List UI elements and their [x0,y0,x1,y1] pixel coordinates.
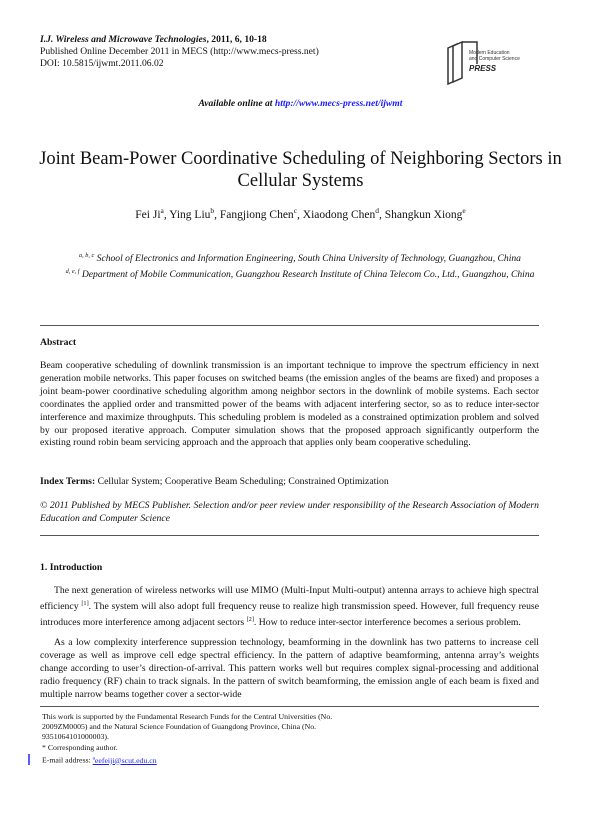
affiliations [50,249,550,281]
affiliation: $^{d, e, f}$ Department of Mobile Communication, Guangzhou Research Institute of China Telecom Co., Ltd., Guangzhou, China [65,268,535,281]
funding-footnote: This work is supported by the Fundamental Research Funds for the Central Universities (No. 2009ZM0005) and the Natural Science Foundation of Guangdong Province, China (No. 9351064101000003). [42,712,333,742]
author-list [0,206,601,221]
journal-link[interactable]: http://www.mecs-press.net/ijwmt [274,98,403,109]
abstract-text: Beam cooperative scheduling of downlink transmission is an important technique to improve the spectrum efficiency in next generation mobile networks. This paper focuses on switched beams (the emission angles of the beams are fixed) and proposes a joint beam-power coordinative scheduling algorithm among neighbor sectors in the downlink of mobile systems. Each sector coordinates the applied order and transmitted power of the beams with adjacent interfering sector, so as to reduce inter-sector interference and maximize throughputs. This scheduling problem is modeled as a constrained optimization problem and solved by our proposed iterative approach. Computer simulation shows that the proposed approach significantly outperform the existing round robin beam servicing approach and the approach that applies only beam cooperative scheduling. [40,360,539,449]
journal-header [40,34,319,71]
book-logo-icon [443,40,538,85]
journal-details: , 2011, 6, 10-18 [206,34,267,45]
divider [40,535,539,536]
author: Fei Ji$^a$, [135,206,170,221]
footnote-divider [40,706,539,707]
author: Ying Liu$^b$, [169,206,220,221]
paper-title: Joint Beam-Power Coordinative Scheduling of Neighboring Sectors in Cellular Systems [39,149,562,191]
email-footnote: E-mail address: $^a$eefeiji@scut.edu.cn [42,755,157,765]
author: Shangkun Xiong$^e$ [384,206,466,221]
svg-text:and Computer Science: and Computer Science [469,56,520,62]
index-terms: Index Terms: Cellular System; Cooperative Beam Scheduling; Constrained Optimization [40,476,389,487]
published-line: Published Online December 2011 in MECS (http://www.mecs-press.net) [40,46,319,58]
email-link[interactable]: $^a$eefeiji@scut.edu.cn [92,755,157,765]
affiliation: $^{a, b, c}$ School of Electronics and Information Engineering, South China University of Technology, Guangzhou, China [79,252,521,265]
svg-text:PRESS: PRESS [469,64,497,73]
availability-line [0,98,601,109]
section-heading-introduction: 1. Introduction [40,562,103,573]
intro-paragraph-2: As a low complexity interference suppression technology, beamforming in the downlink has two patterns to increase cell coverage as well as improve cell edge spectral efficiency. In the pattern of adaptive beamforming, antenna array’s weights change according to user’s direction-of-arrival. This pattern works well but requires complex signal-processing and additional radio frequency (RF) chain to track signals. In the pattern of switch beamforming, the emission angle of each beam is fixed and multiple narrow beams together cover a sector-wide [40,637,539,700]
copyright-notice: © 2011 Published by MECS Publisher. Selection and/or peer review under responsibility of the Research Association of Modern Education and Computer Science [40,500,539,524]
abstract-heading: Abstract [40,337,77,348]
svg-text:Modern Education: Modern Education [469,50,510,56]
journal-name: I.J. Wireless and Microwave Technologies [40,34,207,45]
corresponding-author-note: * Corresponding author. [42,743,118,752]
divider [40,325,539,326]
author: Fangjiong Chen$^c$, [219,206,303,221]
author: Xiaodong Chen$^d$, [302,206,385,221]
doi-line: DOI: 10.5815/ijwmt.2011.06.02 [40,58,164,70]
publisher-logo [443,40,538,85]
available-label: Available online at [198,98,275,109]
change-bar [28,754,30,765]
intro-paragraph-1: The next generation of wireless networks will use MIMO (Multi-Input Multi-output) antenna arrays to achieve high spectral efficiency [1]. The system will also adopt full frequency reuse to realize high transmission speed. However, full frequency reuse introduces more interference among adjacent sectors [2]. How to reduce inter-sector interference becomes a serious problem. [40,585,540,629]
